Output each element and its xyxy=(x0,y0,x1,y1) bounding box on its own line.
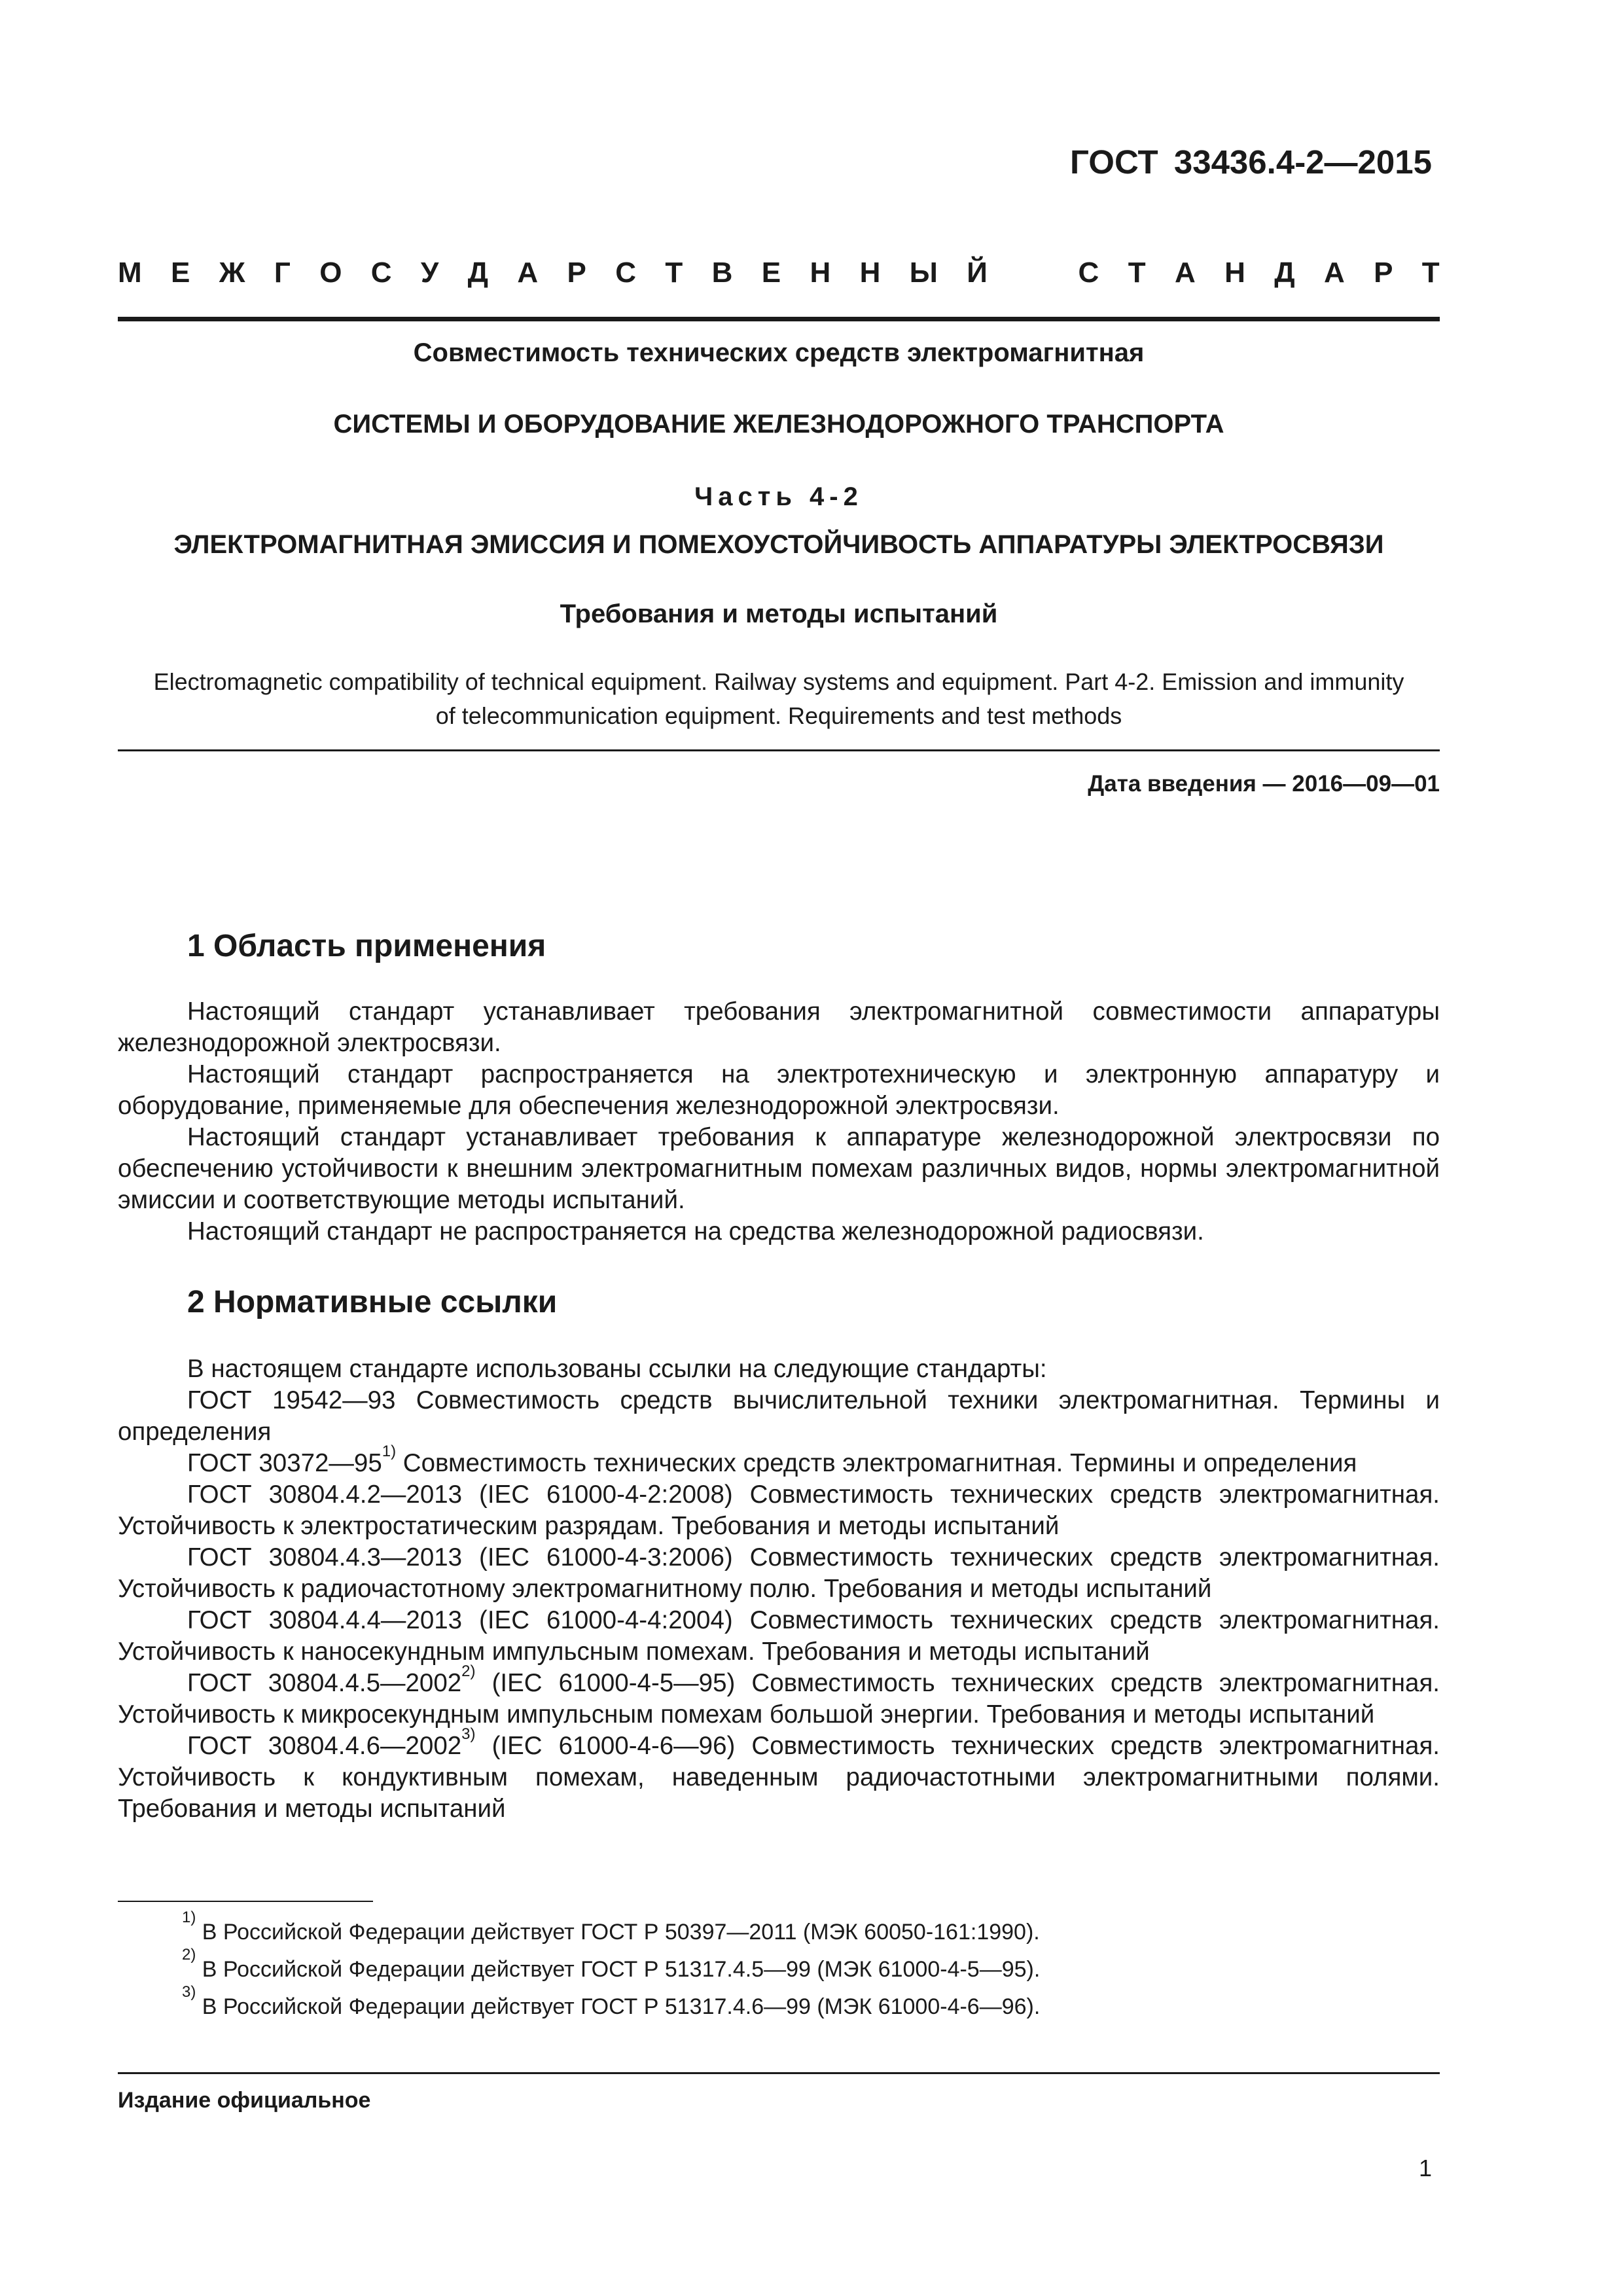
page-number: 1 xyxy=(1418,2155,1432,2181)
interstate-letter: М xyxy=(118,257,142,289)
interstate-letter: Е xyxy=(761,257,781,289)
reference-designation: ГОСТ 30804.4.3—2013 (IEC 61000-4-3:2006) xyxy=(187,1543,733,1571)
reference-designation: ГОСТ 19542—93 xyxy=(187,1386,396,1414)
reference-title: Совместимость технических средств электромагнитная. Устойчивость к наносекундным импульсным помехам. Требования и методы испытаний xyxy=(118,1606,1440,1666)
reference-designation: ГОСТ 30804.4.4—2013 (IEC 61000-4-4:2004) xyxy=(187,1606,733,1634)
reference-designation: ГОСТ 30372—95 xyxy=(187,1449,382,1477)
header-rule xyxy=(118,317,1440,321)
reference-title: Совместимость технических средств электромагнитная. Термины и определения xyxy=(396,1449,1357,1477)
title-line-1: Совместимость технических средств электромагнитная xyxy=(413,338,1145,367)
reference-designation: ГОСТ 30804.4.2—2013 (IEC 61000-4-2:2008) xyxy=(187,1480,733,1509)
interstate-letter: С xyxy=(1078,257,1099,289)
interstate-standard-label xyxy=(118,257,1440,289)
footnote-text: В Российской Федерации действует ГОСТ Р 51317.4.6—99 (МЭК 61000-4-6—96). xyxy=(202,1994,1041,2019)
reference-title: (IEC 61000-4-6—96) Совместимость технических средств электромагнитная. Устойчивость к кондуктивным помехам, наведенным радиочастотными электромагнитными полями. Требования и методы испытаний xyxy=(118,1732,1440,1823)
interstate-letter: Т xyxy=(665,257,683,289)
reference-item xyxy=(118,1542,1440,1605)
reference-list xyxy=(118,1385,1440,1825)
section-1-paragraph: Настоящий стандарт устанавливает требования к аппаратуре железнодорожной электросвязи по обеспечению устойчивости к внешним электромагнитным помехам различных видов, нормы электромагнитной эмиссии и соответствующие методы испытаний. xyxy=(118,1123,1440,1214)
footnote-mark: 3) xyxy=(182,1983,196,2001)
document-number: ГОСТ 33436.4-2—2015 xyxy=(1070,143,1432,181)
interstate-letter: Д xyxy=(467,257,489,289)
section-1-heading: 1 Область применения xyxy=(187,929,546,963)
english-title-line-2: of telecommunication equipment. Requirements and test methods xyxy=(435,702,1122,729)
interstate-letter: Ы xyxy=(909,257,938,289)
footnotes xyxy=(182,1909,1041,2026)
interstate-letter: А xyxy=(1174,257,1196,289)
interstate-letter: Т xyxy=(1128,257,1146,289)
reference-title: (IEC 61000-4-5—95) Совместимость технических средств электромагнитная. Устойчивость к микросекундным импульсным помехам большой энергии. Требования и методы испытаний xyxy=(118,1669,1440,1729)
section-2-heading: 2 Нормативные ссылки xyxy=(187,1285,558,1319)
interstate-letter: О xyxy=(319,257,342,289)
reference-item xyxy=(118,1725,1440,1825)
interstate-letter: Т xyxy=(1421,257,1440,289)
english-title xyxy=(118,665,1440,733)
official-edition-label: Издание официальное xyxy=(118,2088,371,2113)
reference-item xyxy=(118,1605,1440,1668)
reference-title: Совместимость технических средств электромагнитная. Устойчивость к радиочастотному электромагнитному полю. Требования и методы испытаний xyxy=(118,1543,1440,1603)
reference-item xyxy=(118,1479,1440,1542)
section-1-paragraph: Настоящий стандарт не распространяется на средства железнодорожной радиосвязи. xyxy=(187,1217,1204,1246)
interstate-letter: А xyxy=(1323,257,1345,289)
title-line-3: ЭЛЕКТРОМАГНИТНАЯ ЭМИССИЯ И ПОМЕХОУСТОЙЧИВОСТЬ АППАРАТУРЫ ЭЛЕКТРОСВЯЗИ xyxy=(173,530,1384,559)
footnote-marker: 1) xyxy=(382,1443,397,1460)
footnote-mark: 2) xyxy=(182,1946,196,1964)
interstate-letter: Р xyxy=(567,257,586,289)
footnote-text: В Российской Федерации действует ГОСТ Р 51317.4.5—99 (МЭК 61000-4-5—95). xyxy=(202,1957,1041,1982)
footnote-item xyxy=(182,1909,1040,1951)
interstate-letter: Г xyxy=(274,257,291,289)
section-1-paragraph: Настоящий стандарт устанавливает требования электромагнитной совместимости аппаратуры железнодорожной электросвязи. xyxy=(118,997,1440,1057)
interstate-letter: Е xyxy=(171,257,190,289)
title-part: Часть 4-2 xyxy=(694,482,863,511)
title-rule xyxy=(118,749,1440,751)
footnote-separator xyxy=(118,1901,373,1902)
interstate-letter: Ж xyxy=(219,257,245,289)
interstate-letter: Д xyxy=(1274,257,1295,289)
interstate-letter: В xyxy=(711,257,733,289)
title-line-2: СИСТЕМЫ И ОБОРУДОВАНИЕ ЖЕЛЕЗНОДОРОЖНОГО ТРАНСПОРТА xyxy=(333,410,1224,439)
title-line-4: Требования и методы испытаний xyxy=(560,600,998,628)
interstate-letter: Н xyxy=(859,257,881,289)
interstate-letter: С xyxy=(615,257,637,289)
footnote-mark: 1) xyxy=(182,1909,196,1926)
section-1-paragraph: Настоящий стандарт распространяется на электротехническую и электронную аппаратуру и оборудование, применяемые для обеспечения железнодорожной электросвязи. xyxy=(118,1060,1440,1120)
reference-designation: ГОСТ 30804.4.6—2002 xyxy=(187,1732,462,1760)
footnote-item xyxy=(182,1983,1041,2026)
footnote-marker: 2) xyxy=(461,1662,476,1680)
interstate-letter: Р xyxy=(1374,257,1393,289)
footnote-item xyxy=(182,1946,1041,1988)
reference-item xyxy=(118,1443,1440,1479)
interstate-letter: Н xyxy=(1224,257,1245,289)
reference-item xyxy=(118,1385,1440,1448)
interstate-letter: А xyxy=(517,257,539,289)
english-title-line-1: Electromagnetic compatibility of technical equipment. Railway systems and equipment. Part 4-2. Emission and immunity xyxy=(153,668,1404,695)
interstate-letter: Н xyxy=(810,257,831,289)
reference-designation: ГОСТ 30804.4.5—2002 xyxy=(187,1669,462,1697)
section-1-body xyxy=(118,996,1440,1247)
introduction-date: Дата введения — 2016—09—01 xyxy=(1088,771,1440,797)
interstate-letter: Й xyxy=(967,257,988,289)
footnote-marker: 3) xyxy=(461,1725,476,1743)
footer-rule xyxy=(118,2072,1440,2074)
reference-item xyxy=(118,1662,1440,1731)
reference-title: Совместимость технических средств электромагнитная. Устойчивость к электростатическим разрядам. Требования и методы испытаний xyxy=(118,1480,1440,1540)
section-2-intro: В настоящем стандарте использованы ссылки на следующие стандарты: xyxy=(187,1355,1047,1383)
reference-title: Совместимость средств вычислительной техники электромагнитная. Термины и определения xyxy=(118,1386,1440,1446)
section-2-body xyxy=(118,1354,1440,1825)
footnote-text: В Российской Федерации действует ГОСТ Р 50397—2011 (МЭК 60050-161:1990). xyxy=(202,1920,1040,1945)
interstate-letter: С xyxy=(370,257,392,289)
interstate-word-gap xyxy=(1016,257,1049,289)
interstate-letter: У xyxy=(420,257,439,289)
